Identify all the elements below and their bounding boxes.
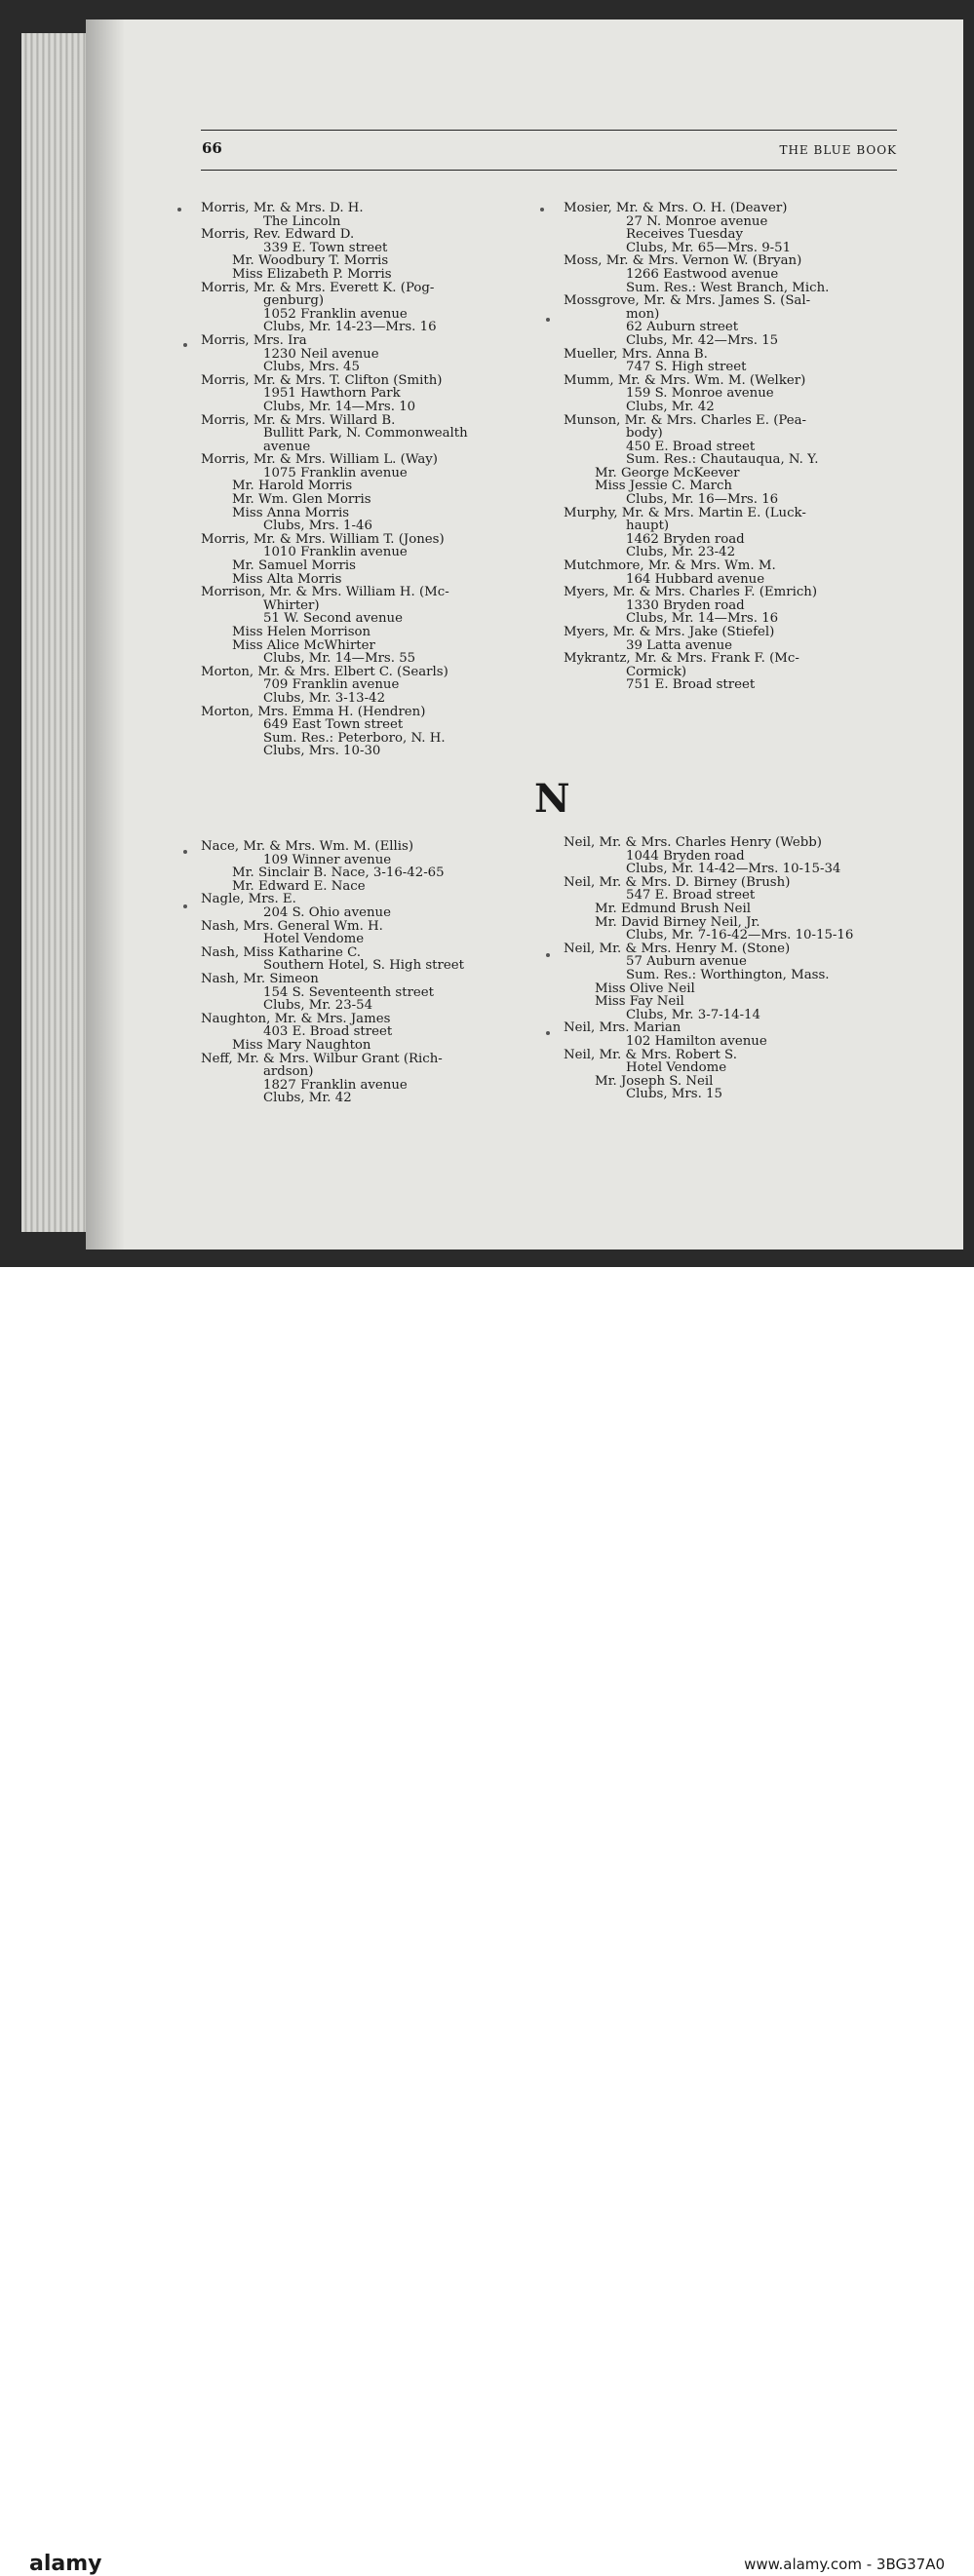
directory-line: Mumm, Mr. & Mrs. Wm. M. (Welker) — [564, 372, 806, 388]
directory-line: Receives Tuesday — [626, 227, 743, 243]
directory-line: Mykrantz, Mr. & Mrs. Frank F. (Mc- — [564, 651, 799, 667]
running-title: THE BLUE BOOK — [779, 143, 897, 157]
directory-line: Morris, Mr. & Mrs. Willard B. — [201, 412, 396, 428]
directory-line: Miss Anna Morris — [232, 505, 350, 520]
header-rule-bottom — [201, 170, 897, 171]
directory-line: 39 Latta avenue — [626, 637, 733, 653]
header-rule-top — [201, 130, 897, 131]
directory-line: Morris, Mr. & Mrs. D. H. — [201, 201, 364, 215]
directory-line: Hotel Vendome — [626, 1060, 727, 1076]
directory-line: Sum. Res.: Worthington, Mass. — [626, 967, 830, 982]
directory-line: Naughton, Mr. & Mrs. James — [201, 1011, 391, 1026]
margin-mark — [546, 953, 550, 957]
section-letter-n: N — [534, 776, 570, 822]
directory-line: Mr. Sinclair B. Nace, 3-16-42-65 — [232, 865, 445, 881]
directory-line: Mr. Joseph S. Neil — [595, 1073, 714, 1089]
directory-line: Clubs, Mr. 65—Mrs. 9-51 — [626, 240, 792, 255]
directory-line: avenue — [263, 439, 311, 454]
directory-line: Miss Elizabeth P. Morris — [232, 266, 392, 282]
directory-line: 1330 Bryden road — [626, 597, 745, 613]
directory-line: Nash, Mrs. General Wm. H. — [201, 918, 383, 934]
directory-line: genburg) — [263, 293, 325, 309]
directory-line: Morris, Mrs. Ira — [201, 332, 307, 348]
margin-mark — [540, 208, 544, 211]
directory-line: mon) — [626, 306, 660, 322]
directory-line: 159 S. Monroe avenue — [626, 386, 774, 402]
directory-line: Morris, Mr. & Mrs. William T. (Jones) — [201, 531, 445, 547]
directory-line: 747 S. High street — [626, 360, 747, 375]
directory-line: Neil, Mrs. Marian — [564, 1020, 682, 1036]
directory-line: Clubs, Mr. 14-23—Mrs. 16 — [263, 320, 437, 335]
watermark-logo: alamy — [29, 2552, 102, 2576]
directory-line: 1044 Bryden road — [626, 848, 745, 864]
directory-line: Clubs, Mrs. 45 — [263, 360, 360, 375]
directory-line: 204 S. Ohio avenue — [263, 904, 391, 920]
directory-line: Munson, Mr. & Mrs. Charles E. (Pea- — [564, 412, 807, 428]
directory-line: 1230 Neil avenue — [263, 346, 379, 362]
directory-line: Cormick) — [626, 664, 687, 679]
directory-line: Moss, Mr. & Mrs. Vernon W. (Bryan) — [564, 253, 802, 269]
directory-line: Miss Helen Morrison — [232, 625, 371, 639]
directory-line: 27 N. Monroe avenue — [626, 213, 768, 229]
stock-footer — [0, 1267, 974, 2576]
directory-line: 51 W. Second avenue — [263, 611, 403, 627]
directory-line: Clubs, Mr. 42 — [626, 399, 715, 414]
directory-line: 1827 Franklin avenue — [263, 1077, 408, 1093]
directory-line: Clubs, Mr. 16—Mrs. 16 — [626, 492, 779, 508]
margin-mark — [177, 208, 181, 211]
directory-line: The Lincoln — [263, 213, 341, 229]
directory-line: Clubs, Mr. 3-13-42 — [263, 690, 386, 706]
directory-line: Nace, Mr. & Mrs. Wm. M. (Ellis) — [201, 839, 414, 854]
directory-line: Nash, Mr. Simeon — [201, 971, 319, 986]
directory-line: Mosier, Mr. & Mrs. O. H. (Deaver) — [564, 201, 788, 215]
directory-line: Morris, Mr. & Mrs. William L. (Way) — [201, 452, 438, 468]
directory-line: 164 Hubbard avenue — [626, 571, 765, 587]
directory-line: Murphy, Mr. & Mrs. Martin E. (Luck- — [564, 505, 806, 520]
directory-line: haupt) — [626, 519, 670, 534]
directory-line: Clubs, Mr. 14—Mrs. 10 — [263, 399, 416, 414]
directory-line: Myers, Mr. & Mrs. Jake (Stiefel) — [564, 625, 775, 639]
directory-line: Sum. Res.: West Branch, Mich. — [626, 280, 830, 295]
directory-line: 109 Winner avenue — [263, 852, 392, 867]
directory-line: Clubs, Mr. 3-7-14-14 — [626, 1007, 760, 1022]
watermark-url: www.alamy.com - 3BG37A0 — [744, 2556, 945, 2573]
directory-line: Mr. Wm. Glen Morris — [232, 492, 371, 508]
margin-mark — [183, 850, 187, 854]
directory-line: Morton, Mrs. Emma H. (Hendren) — [201, 704, 426, 719]
directory-line: body) — [626, 426, 663, 442]
directory-line: 450 E. Broad street — [626, 439, 756, 454]
directory-line: 1462 Bryden road — [626, 531, 745, 547]
directory-line: 1266 Eastwood avenue — [626, 266, 779, 282]
directory-line: 403 E. Broad street — [263, 1024, 393, 1040]
directory-line: Mr. Woodbury T. Morris — [232, 253, 389, 269]
directory-line: Neil, Mr. & Mrs. Henry M. (Stone) — [564, 941, 791, 956]
directory-line: Mueller, Mrs. Anna B. — [564, 346, 708, 362]
directory-line: 1052 Franklin avenue — [263, 306, 408, 322]
directory-line: 751 E. Broad street — [626, 677, 756, 693]
directory-line: 62 Auburn street — [626, 320, 739, 335]
margin-mark — [546, 318, 550, 322]
directory-line: Mossgrove, Mr. & Mrs. James S. (Sal- — [564, 293, 811, 309]
directory-line: Morris, Rev. Edward D. — [201, 227, 355, 243]
directory-line: Miss Olive Neil — [595, 980, 695, 996]
directory-line: Sum. Res.: Chautauqua, N. Y. — [626, 452, 819, 468]
directory-line: Nash, Miss Katharine C. — [201, 944, 362, 960]
directory-line: Mr. Edward E. Nace — [232, 878, 366, 894]
directory-line: Clubs, Mr. 14-42—Mrs. 10-15-34 — [626, 862, 841, 877]
directory-line: Miss Alta Morris — [232, 571, 342, 587]
directory-line: Neil, Mr. & Mrs. Charles Henry (Webb) — [564, 835, 822, 850]
directory-line: Hotel Vendome — [263, 932, 365, 947]
left-column-n — [201, 840, 538, 1105]
directory-line: Miss Fay Neil — [595, 994, 684, 1010]
directory-line: ardson) — [263, 1064, 314, 1080]
directory-line: Neil, Mr. & Mrs. D. Birney (Brush) — [564, 874, 791, 890]
directory-line: Sum. Res.: Peterboro, N. H. — [263, 730, 446, 746]
directory-line: Southern Hotel, S. High street — [263, 958, 464, 974]
right-column-n — [564, 836, 897, 1101]
directory-line: 102 Hamilton avenue — [626, 1033, 767, 1049]
right-column-m — [564, 202, 897, 692]
directory-line: Clubs, Mrs. 10-30 — [263, 744, 381, 759]
directory-line: Miss Mary Naughton — [232, 1037, 371, 1053]
directory-line: Morton, Mr. & Mrs. Elbert C. (Searls) — [201, 664, 448, 679]
directory-line: Bullitt Park, N. Commonwealth — [263, 426, 468, 442]
directory-line: Morrison, Mr. & Mrs. William H. (Mc- — [201, 585, 449, 600]
margin-mark — [183, 343, 187, 347]
gutter-shadow — [86, 19, 125, 1250]
directory-line: Clubs, Mr. 23-54 — [263, 998, 373, 1014]
directory-line: 1075 Franklin avenue — [263, 465, 408, 481]
directory-line: Neff, Mr. & Mrs. Wilbur Grant (Rich- — [201, 1051, 443, 1066]
directory-line: 547 E. Broad street — [626, 888, 756, 904]
directory-line: Clubs, Mr. 14—Mrs. 55 — [263, 651, 416, 667]
scanned-book-spread — [0, 0, 974, 1267]
directory-line: 57 Auburn avenue — [626, 954, 747, 970]
directory-line: Mr. George McKeever — [595, 465, 740, 481]
directory-line: Mr. Samuel Morris — [232, 558, 356, 574]
directory-line: Miss Alice McWhirter — [232, 637, 375, 653]
directory-line: Clubs, Mr. 42 — [263, 1091, 352, 1106]
left-column-m — [201, 202, 538, 758]
directory-line: Clubs, Mr. 23-42 — [626, 545, 736, 560]
directory-line: Myers, Mr. & Mrs. Charles F. (Emrich) — [564, 585, 818, 600]
margin-mark — [183, 904, 187, 908]
directory-line: Clubs, Mrs. 1-46 — [263, 519, 372, 534]
directory-line: 339 E. Town street — [263, 240, 388, 255]
directory-line: Mr. Harold Morris — [232, 479, 353, 494]
page-number: 66 — [202, 139, 222, 157]
directory-line: 1951 Hawthorn Park — [263, 386, 401, 402]
directory-line: Whirter) — [263, 597, 320, 613]
directory-line: Morris, Mr. & Mrs. T. Clifton (Smith) — [201, 372, 443, 388]
directory-line: Mutchmore, Mr. & Mrs. Wm. M. — [564, 558, 776, 574]
directory-line: 1010 Franklin avenue — [263, 545, 408, 560]
directory-line: 154 S. Seventeenth street — [263, 984, 435, 1000]
directory-line: 649 East Town street — [263, 717, 404, 733]
directory-line: Neil, Mr. & Mrs. Robert S. — [564, 1047, 737, 1062]
directory-line: Clubs, Mr. 14—Mrs. 16 — [626, 611, 779, 627]
directory-line: Nagle, Mrs. E. — [201, 892, 296, 907]
directory-line: 709 Franklin avenue — [263, 677, 400, 693]
directory-line: Clubs, Mr. 7-16-42—Mrs. 10-15-16 — [626, 928, 854, 943]
directory-line: Mr. David Birney Neil, Jr. — [595, 914, 760, 930]
directory-line: Clubs, Mr. 42—Mrs. 15 — [626, 332, 779, 348]
directory-line: Mr. Edmund Brush Neil — [595, 901, 751, 916]
directory-line: Morris, Mr. & Mrs. Everett K. (Pog- — [201, 280, 435, 295]
margin-mark — [546, 1031, 550, 1035]
directory-line: Clubs, Mrs. 15 — [626, 1087, 722, 1102]
directory-line: Miss Jessie C. March — [595, 479, 733, 494]
